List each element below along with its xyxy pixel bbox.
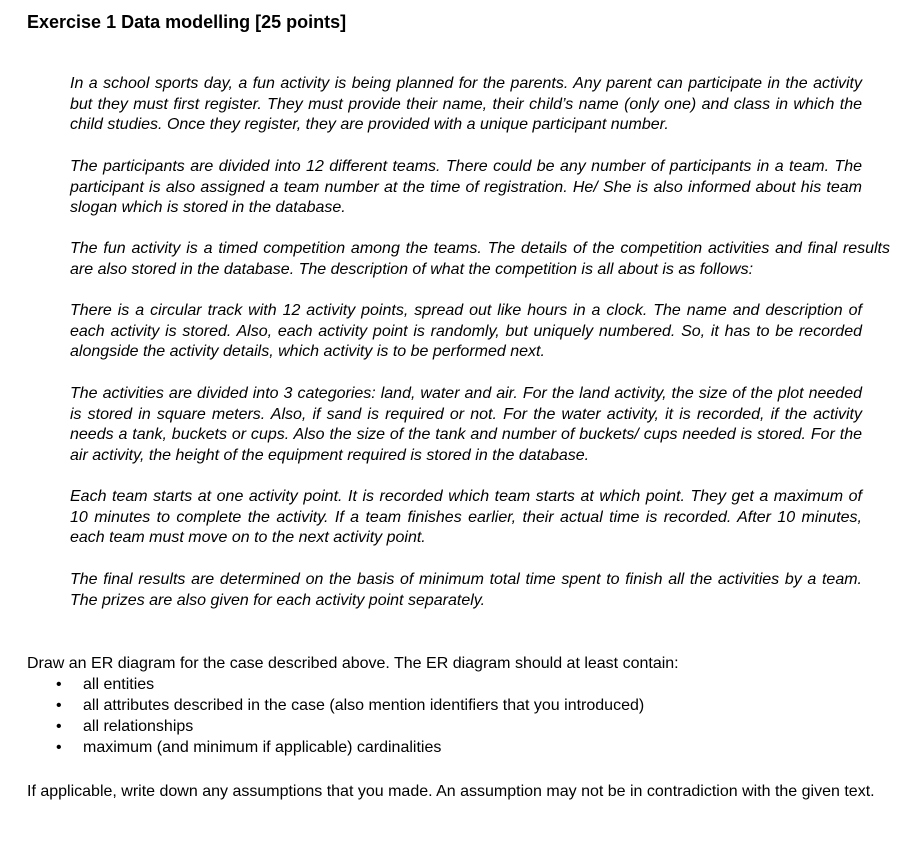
list-item (56, 674, 644, 695)
bullet-icon: • (56, 676, 62, 693)
case-paragraph-team-start: Each team starts at one activity point. It is recorded which team starts at which point. They get a maximum of 10 minutes to complete the activity. If a team finishes earlier, their actual time is recorded. After 10 minutes, each team must move on to the next activity point. (70, 488, 862, 546)
bullet-icon: • (56, 718, 62, 735)
exercise-title: Exercise 1 Data modelling [25 points] (27, 12, 347, 32)
assumption-note: If applicable, write down any assumptions that you made. An assumption may not be in contradiction with the given text. (27, 783, 875, 800)
case-paragraph-competition: The fun activity is a timed competition among the teams. The details of the competition activities and final results are also stored in the database. The description of what the competition is all about is as follows: (70, 240, 890, 278)
task-instruction: Draw an ER diagram for the case described above. The ER diagram should at least contain: (27, 655, 679, 672)
bullet-icon: • (56, 739, 62, 756)
list-item (56, 716, 644, 737)
list-item (56, 695, 644, 716)
requirement-text: all entities (83, 676, 155, 693)
case-paragraph-track: There is a circular track with 12 activity points, spread out like hours in a clock. The name and description of each activity is stored. Also, each activity point is randomly, but uniquely numbered. So, it has to be recorded alongside the activity details, which activity is to be performed next. (70, 302, 862, 360)
requirement-text: maximum (and minimum if applicable) cardinalities (83, 739, 442, 756)
requirements-list (56, 674, 644, 758)
case-paragraph-results: The final results are determined on the basis of minimum total time spent to finish all the activities by a team. The prizes are also given for each activity point separately. (70, 571, 862, 609)
case-paragraph-categories: The activities are divided into 3 categories: land, water and air. For the land activity, the size of the plot needed is stored in square meters. Also, if sand is required or not. For the water activity, it is recorded, if the activity needs a tank, buckets or cups. Also the size of the tank and number of buckets/ cups needed is stored. For the air activity, the height of the equipment required is stored in the database. (70, 385, 862, 464)
list-item (56, 737, 644, 758)
requirement-text: all attributes described in the case (also mention identifiers that you introduced) (83, 697, 645, 714)
bullet-icon: • (56, 697, 62, 714)
case-paragraph-teams: The participants are divided into 12 different teams. There could be any number of participants in a team. The participant is also assigned a team number at the time of registration. He/ She is also informed about his team slogan which is stored in the database. (70, 158, 862, 216)
requirement-text: all relationships (83, 718, 194, 735)
case-paragraph-registration: In a school sports day, a fun activity is being planned for the parents. Any parent can participate in the activity but they must first register. They must provide their name, their child’s name (only one) and class in which the child studies. Once they register, they are provided with a unique participant number. (70, 75, 862, 133)
